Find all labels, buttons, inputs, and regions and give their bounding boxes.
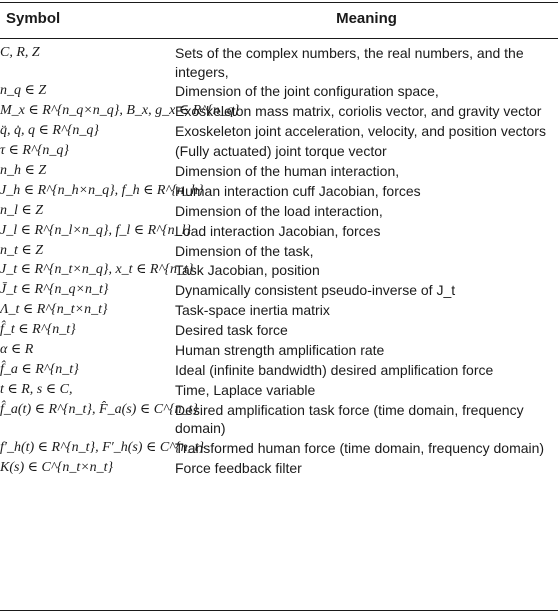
meaning-cell: Task Jacobian, position	[175, 262, 320, 279]
table-row	[0, 341, 558, 360]
meaning-cell: Human strength amplification rate	[175, 341, 385, 358]
meaning-cell: Dimension of the human interaction,	[175, 162, 400, 179]
symbol-cell: α ∈ R	[0, 341, 34, 357]
symbol-cell: K(s) ∈ C^{n_t×n_t}	[0, 459, 114, 475]
table-header	[0, 2, 558, 38]
table-row	[0, 122, 558, 141]
symbol-cell: n_q ∈ Z	[0, 83, 47, 99]
symbol-column-header: Symbol	[6, 10, 61, 27]
table-row	[0, 401, 558, 438]
table-row	[0, 459, 558, 478]
meaning-cell: (Fully actuated) joint torque vector	[175, 143, 387, 160]
table-row	[0, 102, 558, 121]
table-row	[0, 162, 558, 181]
meaning-cell: Sets of the complex numbers, the real numbers, and the integers,	[175, 45, 524, 80]
symbol-cell: n_t ∈ Z	[0, 242, 44, 258]
meaning-cell: Desired task force	[175, 322, 288, 339]
table-row	[0, 182, 558, 201]
meaning-cell: Desired amplification task force (time domain, frequency domain)	[175, 401, 524, 437]
meaning-cell: Ideal (infinite bandwidth) desired amplification force	[175, 361, 494, 378]
table-body	[0, 44, 558, 479]
meaning-cell: Dimension of the task,	[175, 242, 314, 259]
meaning-cell: Dimension of the load interaction,	[175, 202, 383, 219]
table-bottom-rule	[0, 610, 558, 611]
symbol-cell: f̂_a(t) ∈ R^{n_t}, F̂_a(s) ∈ C^{n_t}	[0, 401, 199, 417]
meaning-cell: Force feedback filter	[175, 459, 302, 476]
meaning-cell: Task-space inertia matrix	[175, 302, 330, 319]
symbol-cell: J̄_t ∈ R^{n_q×n_t}	[0, 282, 109, 298]
symbol-cell: f′_h(t) ∈ R^{n_t}, F′_h(s) ∈ C^{n_t}	[0, 440, 205, 456]
meaning-cell: Dimension of the joint configuration space,	[175, 83, 439, 100]
symbol-cell: J_t ∈ R^{n_t×n_q}, x_t ∈ R^{n_t}	[0, 262, 194, 278]
meaning-cell: Transformed human force (time domain, frequency domain)	[175, 440, 545, 457]
symbol-cell: q̈, q̇, q ∈ R^{n_q}	[0, 123, 100, 139]
symbol-cell: Λ_t ∈ R^{n_t×n_t}	[0, 302, 108, 318]
symbol-cell: M_x ∈ R^{n_q×n_q}, B_x, g_x ∈ R^{n_q}	[0, 103, 240, 119]
table-row	[0, 381, 558, 400]
meaning-column-header: Meaning	[336, 10, 397, 27]
table-row	[0, 361, 558, 380]
table-row	[0, 439, 558, 458]
meaning-cell: Human interaction cuff Jacobian, forces	[175, 182, 421, 199]
table-row	[0, 222, 558, 241]
header-rule	[0, 38, 558, 39]
table-row	[0, 261, 558, 280]
table-row	[0, 202, 558, 221]
table-row	[0, 321, 558, 340]
symbol-cell: n_h ∈ Z	[0, 162, 47, 178]
symbol-cell: f̂_t ∈ R^{n_t}	[0, 322, 76, 338]
table-row	[0, 242, 558, 261]
symbol-cell: C, R, Z	[0, 45, 40, 60]
meaning-cell: Exoskeleton mass matrix, coriolis vector, and gravity vector	[175, 103, 542, 120]
symbol-cell: τ ∈ R^{n_q}	[0, 143, 70, 159]
meaning-cell: Exoskeleton joint acceleration, velocity, and position vectors	[175, 123, 546, 140]
table-row	[0, 44, 558, 81]
symbol-cell: f̂_a ∈ R^{n_t}	[0, 361, 79, 377]
table-row	[0, 142, 558, 161]
symbol-cell: J_l ∈ R^{n_l×n_q}, f_l ∈ R^{n_l}	[0, 222, 192, 238]
table-row	[0, 281, 558, 300]
symbol-cell: J_h ∈ R^{n_h×n_q}, f_h ∈ R^{n_h}	[0, 182, 204, 198]
meaning-cell: Time, Laplace variable	[175, 381, 316, 398]
meaning-cell: Load interaction Jacobian, forces	[175, 222, 381, 239]
symbol-cell: n_l ∈ Z	[0, 202, 44, 218]
table-row	[0, 82, 558, 101]
meaning-cell: Dynamically consistent pseudo-inverse of J_t	[175, 282, 456, 299]
table-row	[0, 301, 558, 320]
symbol-cell: t ∈ R, s ∈ C,	[0, 381, 73, 397]
